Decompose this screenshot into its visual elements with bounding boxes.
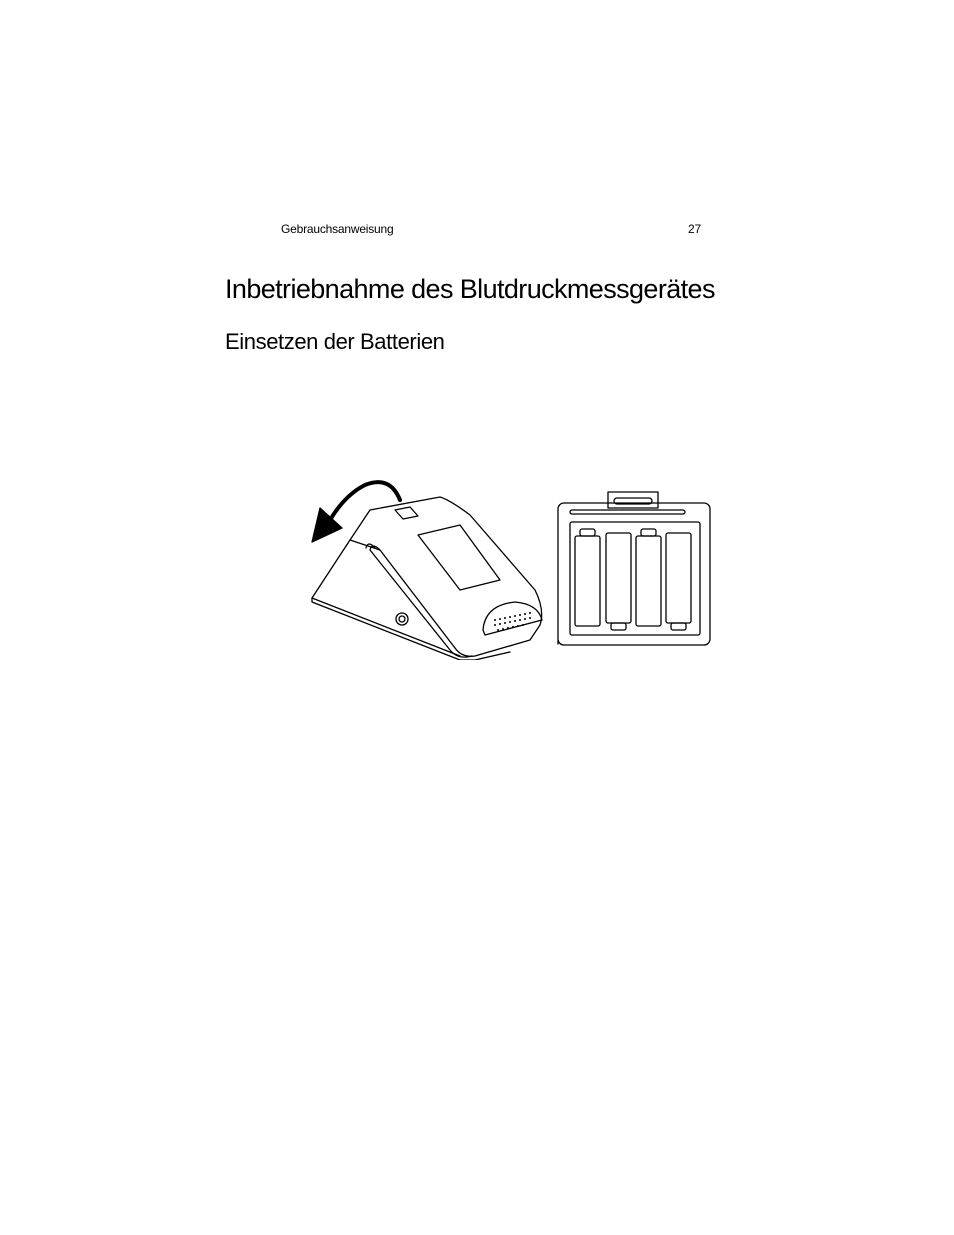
section-title: Einsetzen der Batterien: [225, 329, 445, 354]
battery-3-icon: [636, 529, 661, 626]
page-number: 27: [688, 222, 701, 236]
battery-compartment-drawing: [558, 492, 710, 645]
running-title: Gebrauchsanweisung: [281, 222, 394, 236]
curved-arrow-icon: [312, 482, 400, 542]
battery-1-icon: [575, 529, 600, 626]
battery-insertion-illustration: [300, 470, 720, 660]
blood-pressure-monitor-drawing: [312, 497, 542, 660]
page-title: Inbetriebnahme des Blutdruckmessgerätes: [225, 274, 715, 304]
running-header: [281, 222, 701, 238]
battery-4-icon: [666, 533, 691, 630]
battery-2-icon: [606, 533, 631, 630]
illustration-svg: [300, 470, 720, 660]
